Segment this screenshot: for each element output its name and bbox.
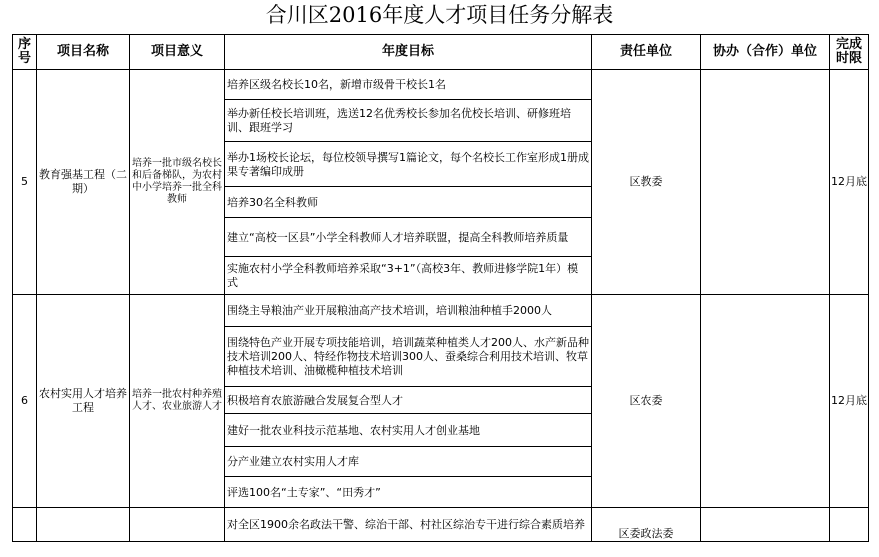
project-no: 6 xyxy=(13,295,37,508)
responsible-unit: 区教委 xyxy=(592,70,701,295)
coop-unit xyxy=(701,508,830,542)
project-no xyxy=(13,508,37,542)
goal-cell: 对全区1900余名政法干警、综治干部、村社区综治专干进行综合素质培养 xyxy=(225,508,592,542)
table-row xyxy=(13,295,869,327)
deadline: 12月底 xyxy=(830,295,869,508)
goal-cell: 培养30名全科教师 xyxy=(225,187,592,218)
header-deadline: 完成时限 xyxy=(830,35,869,70)
deadline: 12月底 xyxy=(830,70,869,295)
goal-cell: 围绕主导粮油产业开展粮油高产技术培训，培训粮油种植手2000人 xyxy=(225,295,592,327)
header-no: 序号 xyxy=(13,35,37,70)
responsible-unit: 区农委 xyxy=(592,295,701,508)
project-meaning: 培养一批市级名校长和后备梯队，为农村中小学培养一批全科教师 xyxy=(130,70,225,295)
goal-cell: 建立“高校一区县”小学全科教师人才培养联盟，提高全科教师培养质量 xyxy=(225,218,592,257)
project-meaning xyxy=(130,508,225,542)
deadline xyxy=(830,508,869,542)
header-goal: 年度目标 xyxy=(225,35,592,70)
header-name: 项目名称 xyxy=(37,35,130,70)
header-unit: 责任单位 xyxy=(592,35,701,70)
goal-cell: 积极培育农旅游融合发展复合型人才 xyxy=(225,387,592,414)
responsible-unit: 区委政法委 xyxy=(592,508,701,542)
header-row xyxy=(13,35,869,70)
project-meaning: 培养一批农村种养殖人才、农业旅游人才 xyxy=(130,295,225,508)
goal-cell: 围绕特色产业开展专项技能培训，培训蔬菜种植类人才200人、水产新品种技术培训200人、特经作物技术培训300人、蚕桑综合利用技术培训、牧草种植技术培训、油橄榄种植技术培训 xyxy=(225,327,592,387)
header-meaning: 项目意义 xyxy=(130,35,225,70)
goal-cell: 分产业建立农村实用人才库 xyxy=(225,447,592,477)
project-name: 教育强基工程（二期） xyxy=(37,70,130,295)
document-title: 合川区2016年度人才项目任务分解表 xyxy=(265,3,614,27)
goal-cell: 实施农村小学全科教师培养采取“3+1”（高校3年、教师进修学院1年）模式 xyxy=(225,257,592,295)
project-name: 农村实用人才培养工程 xyxy=(37,295,130,508)
task-table xyxy=(12,34,869,542)
goal-cell: 培养区级名校长10名，新增市级骨干校长1名 xyxy=(225,70,592,100)
goal-cell: 建好一批农业科技示范基地、农村实用人才创业基地 xyxy=(225,414,592,447)
coop-unit xyxy=(701,70,830,295)
goal-cell: 举办新任校长培训班，选送12名优秀校长参加名优校长培训、研修班培训、跟班学习 xyxy=(225,100,592,142)
goal-cell: 评选100名“土专家”、“田秀才” xyxy=(225,477,592,508)
project-name xyxy=(37,508,130,542)
project-no: 5 xyxy=(13,70,37,295)
goal-cell: 举办1场校长论坛，每位校领导撰写1篇论文，每个名校长工作室形成1册成果专著编印成册 xyxy=(225,142,592,187)
coop-unit xyxy=(701,295,830,508)
table-row xyxy=(13,70,869,100)
header-coop: 协办（合作）单位 xyxy=(701,35,830,70)
table-row xyxy=(13,508,869,542)
